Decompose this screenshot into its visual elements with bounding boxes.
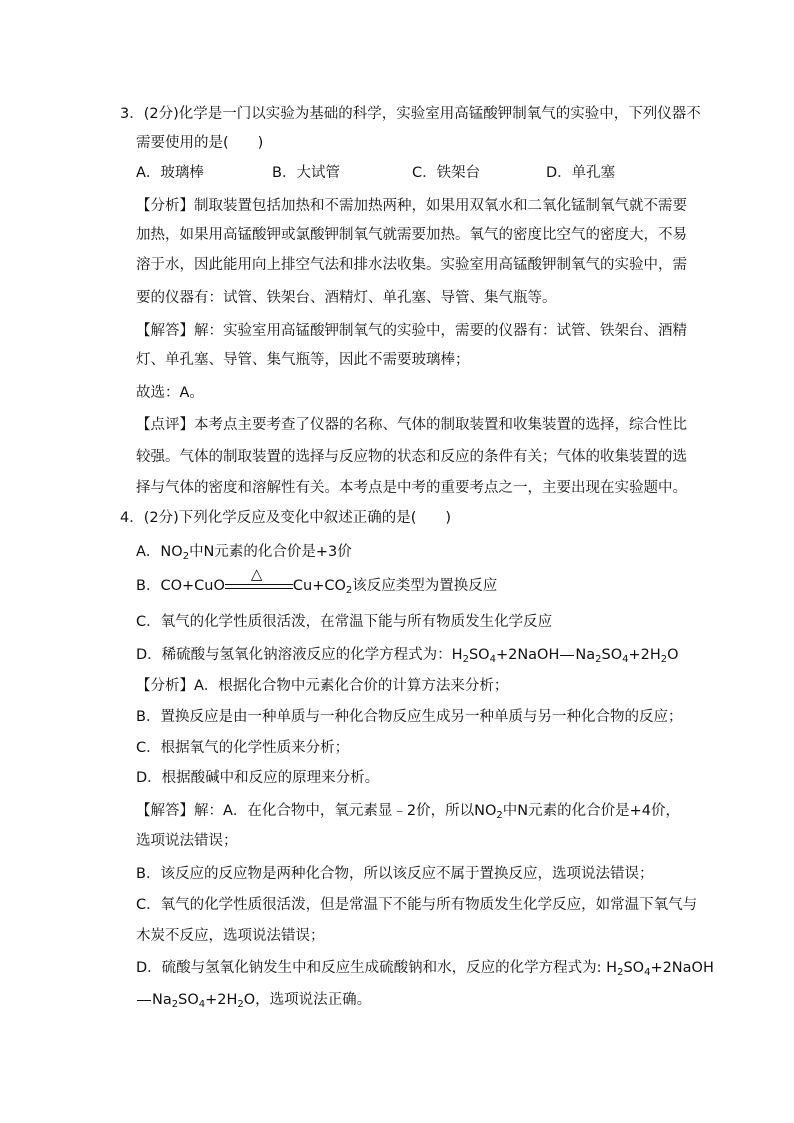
q3-option-a[interactable]: A．玻璃棒 [136, 165, 204, 181]
formula-part: SO [601, 647, 623, 663]
q3-comment-line2: 较强。气体的制取装置的选择与反应物的状态和反应的条件有关；气体的收集装置的选 [136, 449, 687, 465]
subscript: 2 [617, 967, 624, 978]
subscript: 2 [595, 654, 602, 665]
q3-comment-line3: 择与气体的密度和溶解性有关。本考点是中考的重要考点之一，主要出现在实验题中。 [136, 480, 687, 496]
q4-answer-c1: C．氧气的化学性质很活泼，但是常温下不能与所有物质发生化学反应，如常温下氧气与 [136, 897, 698, 913]
q4-option-c[interactable]: C．氧气的化学性质很活泼，在常温下能与所有物质发生化学反应 [136, 614, 553, 630]
formula-part: +2NaOH [650, 960, 714, 976]
analysis-tag: 【分析】 [136, 678, 194, 694]
q3-stem-line1: 3．(2分)化学是一门以实验为基础的科学，实验室用高锰酸钾制氧气的实验中，下列仪器不 [120, 106, 701, 122]
q4-answer-d2 [136, 990, 371, 1010]
subscript: 4 [644, 967, 651, 978]
q4-option-d-pre: D．稀硫酸与氢氧化钠溶液反应的化学方程式为：H [136, 647, 463, 663]
formula-part: SO [178, 992, 199, 1008]
q4-answer-a1-post: 中N元素的化合价是+4价， [502, 803, 681, 819]
formula-part: SO [468, 647, 490, 663]
q3-answer-line1 [136, 321, 687, 341]
q3-options [136, 163, 696, 183]
subscript: 4 [198, 999, 206, 1010]
q4-analysis-a-text: A．根据化合物中元素化合价的计算方法来分析； [194, 678, 509, 694]
q4-answer-c2: 木炭不反应，选项说法错误； [136, 928, 325, 944]
q4-analysis-c: C．根据氧气的化学性质来分析； [136, 740, 350, 756]
q3-stem-line2: 需要使用的是( ) [136, 135, 264, 151]
formula-part: O [667, 647, 679, 663]
heat-equals-sign [225, 565, 293, 596]
subscript: 2 [345, 585, 353, 596]
formula-part: +2H [205, 992, 238, 1008]
comment-tag: 【点评】 [136, 417, 194, 433]
formula-part: O，选项说法正确。 [243, 992, 372, 1008]
q3-analysis-text: 制取装置包括加热和不需加热两种，如果用双氧水和二氧化锰制氧气就不需要 [194, 198, 687, 214]
q3-option-b[interactable]: B．大试管 [272, 165, 340, 181]
subscript: 2 [496, 810, 503, 821]
q3-answer-line2: 灯、单孔塞、导管、集气瓶等，因此不需要玻璃棒； [136, 352, 470, 368]
q3-comment-text: 本考点主要考查了仪器的名称、气体的制取装置和收集装置的选择，综合性比 [194, 417, 687, 433]
q3-analysis-line3: 溶于水，因此能用向上排空气法和排水法收集。实验室用高锰酸钾制氧气的实验中，需 [136, 257, 687, 273]
subscript: 4 [622, 654, 629, 665]
answer-tag: 【解答】 [136, 803, 194, 819]
answer-tag: 【解答】 [136, 323, 194, 339]
q3-option-c[interactable]: C．铁架台 [412, 165, 481, 181]
subscript: 2 [237, 999, 244, 1010]
formula-part: Na [575, 647, 596, 663]
q4-answer-d1 [136, 958, 714, 978]
q4-option-b-pre: B．CO+CuO [136, 578, 225, 594]
q4-answer-d1-pre: D．硫酸与氢氧化钠发生中和反应生成硫酸钠和水，反应的化学方程式为: H [136, 960, 618, 976]
q4-analysis-a [136, 676, 508, 696]
q4-answer-a1 [136, 801, 680, 821]
subscript: 4 [489, 654, 496, 665]
q4-answer-a1-pre: 解：A．在化合物中，氧元素显﹣2价，所以NO [194, 803, 497, 819]
formula-part: SO [623, 960, 645, 976]
q4-analysis-d: D．根据酸碱中和反应的原理来分析。 [136, 770, 380, 786]
subscript: 2 [462, 654, 469, 665]
q3-analysis-line1 [136, 196, 687, 216]
q4-option-b[interactable] [136, 565, 498, 596]
subscript: 2 [182, 551, 190, 562]
q4-answer-b: B．该反应的反应物是两种化合物，所以该反应不属于置换反应，选项说法错误； [136, 866, 654, 882]
q3-comment-line1 [136, 415, 687, 435]
formula-part: +2H [628, 647, 661, 663]
q4-option-a-pre: A．NO [136, 544, 183, 560]
q4-option-a-post: 中N元素的化合价是+3价 [189, 544, 352, 560]
q3-option-d[interactable]: D．单孔塞 [546, 165, 616, 181]
q3-analysis-line2: 加热，如果用高锰酸钾或氯酸钾制氧气就需要加热。氧气的密度比空气的密度大，不易 [136, 227, 687, 243]
subscript: 2 [171, 999, 179, 1010]
q4-answer-a2: 选项说法错误； [136, 833, 238, 849]
subscript: 2 [660, 654, 668, 665]
heat-triangle-icon: △ [250, 565, 263, 583]
q4-option-b-post: 该反应类型为置换反应 [352, 578, 498, 594]
reaction-arrow-icon [560, 655, 574, 656]
formula-part: Na [152, 992, 172, 1008]
q4-option-b-mid: Cu+CO [292, 578, 346, 594]
q3-choice: 故选：A。 [136, 385, 204, 401]
q3-analysis-line4: 要的仪器有：试管、铁架台、酒精灯、单孔塞、导管、集气瓶等。 [136, 290, 557, 306]
analysis-tag: 【分析】 [136, 198, 194, 214]
q4-option-d[interactable] [136, 645, 679, 665]
q4-analysis-b: B．置换反应是由一种单质与一种化合物反应生成另一种单质与另一种化合物的反应； [136, 709, 683, 725]
q3-answer-text: 解：实验室用高锰酸钾制氧气的实验中，需要的仪器有：试管、铁架台、酒精 [194, 323, 687, 339]
reaction-arrow-icon [137, 1000, 151, 1001]
q4-stem: 4．(2分)下列化学反应及变化中叙述正确的是( ) [120, 510, 452, 526]
q4-option-a[interactable] [136, 542, 352, 562]
formula-part: +2NaOH [495, 647, 560, 663]
